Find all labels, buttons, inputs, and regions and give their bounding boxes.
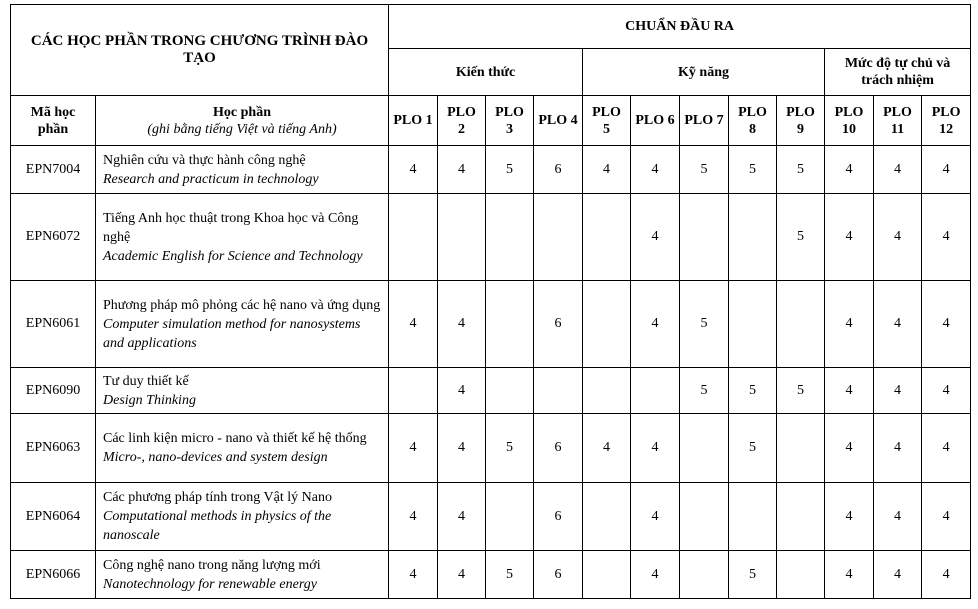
plo-value: 5 — [729, 551, 777, 599]
plo-value: 4 — [389, 414, 438, 483]
course-name-vi: Nghiên cứu và thực hành công nghệ — [103, 152, 306, 168]
plo-value: 4 — [631, 194, 680, 281]
plo-value — [486, 368, 534, 414]
plo-header-5: PLO 5 — [583, 96, 631, 146]
plo-header-9: PLO 9 — [777, 96, 825, 146]
plo-header-11: PLO 11 — [874, 96, 922, 146]
plo-value: 4 — [922, 146, 971, 194]
plo-value: 4 — [438, 146, 486, 194]
course-name-vi: Các phương pháp tính trong Vật lý Nano — [103, 490, 332, 505]
course-name-vi: Các linh kiện micro - nano và thiết kế hệ thống — [103, 431, 367, 446]
course-name — [96, 281, 389, 368]
plo-value: 4 — [922, 368, 971, 414]
plo-value: 4 — [389, 551, 438, 599]
plo-value — [583, 483, 631, 551]
course-name-vi: Phương pháp mô phỏng các hệ nano và ứng dụng — [103, 297, 381, 313]
course-code: EPN6061 — [11, 281, 96, 368]
plo-value — [486, 281, 534, 368]
course-code: EPN6064 — [11, 483, 96, 551]
plo-value — [438, 194, 486, 281]
plo-value — [680, 551, 729, 599]
plo-value: 4 — [389, 146, 438, 194]
course-name — [96, 368, 389, 414]
plo-value: 4 — [874, 483, 922, 551]
plo-value: 4 — [825, 146, 874, 194]
plo-value: 6 — [534, 483, 583, 551]
plo-header-1: PLO 1 — [389, 96, 438, 146]
plo-value: 5 — [729, 146, 777, 194]
plo-value: 4 — [438, 368, 486, 414]
course-name-vi: Công nghệ nano trong năng lượng mới — [103, 557, 321, 573]
table-row — [11, 551, 971, 599]
plo-value: 5 — [729, 414, 777, 483]
outcomes-header: CHUẨN ĐẦU RA — [389, 5, 971, 49]
plo-value: 4 — [922, 194, 971, 281]
plo-header-6: PLO 6 — [631, 96, 680, 146]
plo-value: 4 — [874, 194, 922, 281]
group-autonomy: Mức độ tự chủ và trách nhiệm — [825, 49, 971, 96]
plo-value: 4 — [631, 483, 680, 551]
plo-value: 4 — [583, 146, 631, 194]
plo-value: 5 — [777, 194, 825, 281]
plo-value: 4 — [389, 281, 438, 368]
plo-value — [680, 483, 729, 551]
plo-value: 4 — [874, 551, 922, 599]
code-column-header: Mã học phần — [11, 96, 96, 146]
course-name-en: Academic English for Science and Technology — [103, 248, 363, 264]
plo-value — [389, 194, 438, 281]
course-name — [96, 194, 389, 281]
plo-value: 4 — [922, 414, 971, 483]
plo-value: 4 — [825, 281, 874, 368]
plo-value: 4 — [825, 194, 874, 281]
course-code: EPN6090 — [11, 368, 96, 414]
plo-value: 6 — [534, 146, 583, 194]
plo-value — [729, 483, 777, 551]
plo-header-2: PLO 2 — [438, 96, 486, 146]
plo-value: 6 — [534, 281, 583, 368]
plo-matrix-table — [10, 4, 971, 599]
plo-value — [777, 414, 825, 483]
course-column-title: Học phần — [213, 104, 271, 120]
plo-value: 4 — [438, 483, 486, 551]
plo-value — [534, 194, 583, 281]
plo-value: 6 — [534, 551, 583, 599]
course-name-vi: Tư duy thiết kế — [103, 373, 189, 389]
plo-value — [631, 368, 680, 414]
plo-value: 4 — [922, 483, 971, 551]
group-skills: Kỹ năng — [583, 49, 825, 96]
plo-value: 4 — [389, 483, 438, 551]
plo-header-10: PLO 10 — [825, 96, 874, 146]
table-row — [11, 194, 971, 281]
plo-value: 4 — [874, 146, 922, 194]
plo-value: 4 — [583, 414, 631, 483]
plo-header-3: PLO 3 — [486, 96, 534, 146]
plo-value — [389, 368, 438, 414]
plo-header-12: PLO 12 — [922, 96, 971, 146]
plo-value: 5 — [777, 146, 825, 194]
course-name-en: Research and practicum in technology — [103, 171, 319, 187]
plo-value: 4 — [631, 281, 680, 368]
plo-value: 4 — [438, 551, 486, 599]
program-courses-header: CÁC HỌC PHẦN TRONG CHƯƠNG TRÌNH ĐÀO TẠO — [11, 5, 389, 96]
plo-value: 5 — [486, 551, 534, 599]
plo-value: 4 — [825, 551, 874, 599]
plo-value: 4 — [874, 368, 922, 414]
plo-value: 4 — [631, 146, 680, 194]
table-row — [11, 368, 971, 414]
plo-header-7: PLO 7 — [680, 96, 729, 146]
plo-value: 4 — [631, 551, 680, 599]
course-name-en: Design Thinking — [103, 392, 196, 408]
table-row — [11, 483, 971, 551]
plo-value — [486, 194, 534, 281]
plo-value — [777, 281, 825, 368]
plo-value: 5 — [729, 368, 777, 414]
plo-value: 4 — [825, 414, 874, 483]
plo-value: 4 — [874, 414, 922, 483]
course-name-en: Nanotechnology for renewable energy — [103, 576, 317, 592]
plo-header-4: PLO 4 — [534, 96, 583, 146]
plo-value: 5 — [680, 146, 729, 194]
course-name-en: Computational methods in physics of the nanoscale — [103, 509, 332, 543]
plo-value — [486, 483, 534, 551]
plo-value — [680, 194, 729, 281]
plo-value — [777, 483, 825, 551]
plo-value: 6 — [534, 414, 583, 483]
plo-value: 5 — [777, 368, 825, 414]
plo-header-8: PLO 8 — [729, 96, 777, 146]
course-name — [96, 414, 389, 483]
course-name — [96, 483, 389, 551]
plo-value: 4 — [825, 483, 874, 551]
plo-value: 4 — [631, 414, 680, 483]
plo-value: 5 — [486, 146, 534, 194]
plo-value: 5 — [680, 281, 729, 368]
plo-value — [583, 368, 631, 414]
plo-value: 5 — [680, 368, 729, 414]
plo-value — [680, 414, 729, 483]
plo-value: 4 — [922, 551, 971, 599]
plo-value — [729, 194, 777, 281]
course-name-en: Computer simulation method for nanosystems and applications — [103, 316, 361, 351]
plo-value — [583, 551, 631, 599]
plo-value: 5 — [486, 414, 534, 483]
course-code: EPN6066 — [11, 551, 96, 599]
course-code: EPN6063 — [11, 414, 96, 483]
course-name — [96, 146, 389, 194]
course-name — [96, 551, 389, 599]
course-code: EPN7004 — [11, 146, 96, 194]
group-knowledge: Kiến thức — [389, 49, 583, 96]
table-row — [11, 281, 971, 368]
plo-value — [777, 551, 825, 599]
plo-value — [583, 281, 631, 368]
table-row — [11, 146, 971, 194]
plo-value — [729, 281, 777, 368]
plo-value: 4 — [825, 368, 874, 414]
course-column-header — [96, 96, 389, 146]
course-code: EPN6072 — [11, 194, 96, 281]
plo-value: 4 — [922, 281, 971, 368]
plo-value: 4 — [874, 281, 922, 368]
plo-value — [534, 368, 583, 414]
table-row — [11, 414, 971, 483]
plo-value — [583, 194, 631, 281]
course-column-note: (ghi bằng tiếng Việt và tiếng Anh) — [147, 121, 337, 137]
plo-value: 4 — [438, 414, 486, 483]
plo-value: 4 — [438, 281, 486, 368]
course-name-en: Micro-, nano-devices and system design — [103, 450, 328, 465]
course-name-vi: Tiếng Anh học thuật trong Khoa học và Công nghệ — [103, 210, 359, 245]
